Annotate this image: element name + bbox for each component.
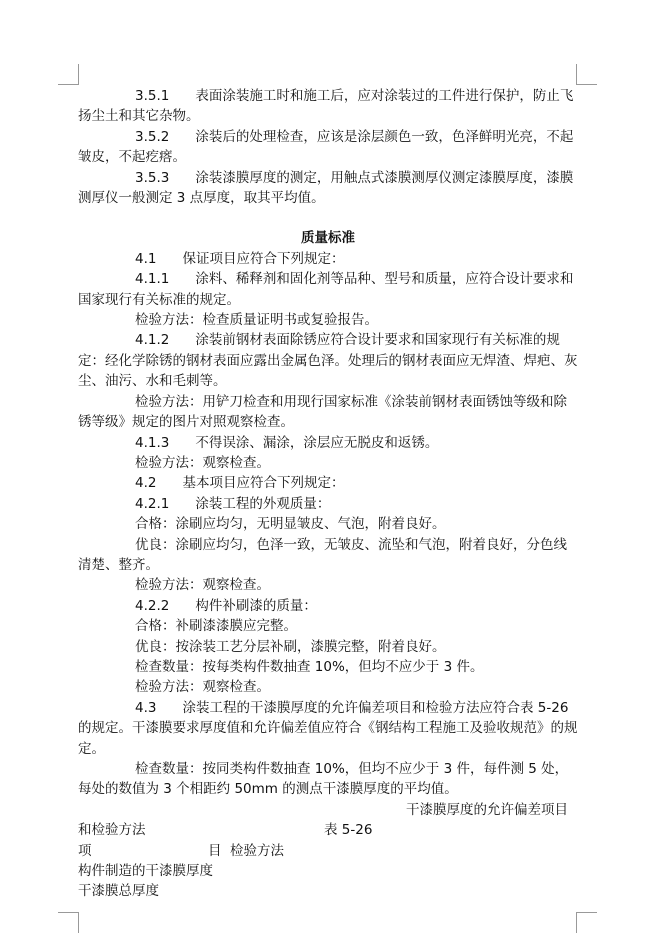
clause-text: 表面涂装施工时和施工后，应对涂装过的工件进行保护，防止飞扬尘土和其它杂物。: [78, 88, 574, 125]
table-number: 表 5-26: [324, 822, 373, 839]
table-caption-line: [78, 820, 578, 840]
clause-text: 构件补刷漆的质量：: [195, 597, 317, 614]
clause-number: 4.1: [135, 250, 157, 267]
clause-number: 4.1.1: [135, 271, 170, 288]
clause-text: 涂装工程的干漆膜厚度的允许偏差项目和检验方法应符合表 5-26 的规定。干漆膜要求厚度值和允许偏差值应符合《钢结构工程施工及验收规范》的规定。: [78, 699, 578, 757]
clause-number: 3.5.3: [135, 169, 170, 186]
qualified-4-2-2: 合格：补刷漆漆膜应完整。: [135, 618, 297, 635]
clause-text: 不得误涂、漏涂，涂层应无脱皮和返锈。: [195, 434, 439, 451]
paragraph-4-1-3: [78, 433, 578, 453]
excellent-4-2-2: 优良：按涂装工艺分层补刷，漆膜完整，附着良好。: [135, 638, 446, 655]
clause-number: 4.2.2: [135, 597, 170, 614]
crop-mark-bottom-left: [58, 912, 79, 933]
paragraph-3-5-1: [78, 86, 578, 127]
clause-text: 涂料、稀释剂和固化剂等品种、型号和质量，应符合设计要求和国家现行有关标准的规定。: [78, 271, 574, 308]
clause-text: 保证项目应符合下列规定：: [182, 250, 345, 267]
crop-mark-bottom-right: [576, 912, 597, 933]
quantity-4-3: 检查数量：按同类构件数抽查 10%，但均不应少于 3 件，每件测 5 处，每处的数值为 3 个相距约 50mm 的测点干漆膜厚度的平均值。: [78, 761, 569, 798]
table-caption-cont: 和检验方法: [78, 822, 146, 839]
paragraph-4-1-1: [78, 269, 578, 310]
table-header: [78, 841, 578, 861]
header-method: 检验方法: [230, 842, 284, 859]
qualified-4-2-1: 合格：涂刷应均匀，无明显皱皮、气泡，附着良好。: [135, 516, 446, 533]
paragraph-4-2-1: [78, 494, 578, 514]
clause-number: 4.2: [135, 475, 157, 492]
paragraph-4-2-2: [78, 596, 578, 616]
paragraph-4-2: [78, 473, 578, 493]
clause-number: 4.3: [135, 699, 157, 716]
paragraph-4-1: [78, 249, 578, 269]
clause-text: 涂装后的处理检查，应该是涂层颜色一致，色泽鲜明光亮，不起皱皮，不起疙瘩。: [78, 128, 574, 166]
crop-mark-top-left: [58, 64, 79, 85]
clause-number: 3.5.1: [135, 88, 170, 104]
row-item: 构件制造的干漆膜厚度: [78, 863, 213, 879]
table-caption: 干漆膜厚度的允许偏差项目: [406, 801, 568, 818]
table-row: [78, 881, 578, 901]
clause-text: 基本项目应符合下列规定：: [182, 475, 345, 492]
method-4-2-2: 检验方法：观察检查。: [135, 679, 270, 696]
paragraph-4-3: [78, 698, 578, 759]
table-row: [78, 861, 578, 881]
clause-number: 3.5.2: [135, 128, 170, 145]
section-heading: 质量标准: [301, 230, 355, 247]
paragraph-3-5-3: [78, 168, 578, 209]
row-item: 干漆膜总厚度: [78, 883, 159, 900]
excellent-4-2-1: 优良：涂刷应均匀，色泽一致，无皱皮、流坠和气泡，附着良好，分色线清楚、整齐。: [78, 536, 567, 573]
clause-number: 4.1.3: [135, 434, 170, 451]
paragraph-3-5-2: [78, 127, 578, 168]
method-4-1-2: 检验方法：用铲刀检查和用现行国家标准《涂装前钢材表面锈蚀等级和除锈等级》规定的图片对照观察检查。: [78, 393, 567, 431]
method-4-2-1: 检验方法：观察检查。: [135, 577, 270, 594]
method-4-1-3: 检验方法：观察检查。: [135, 454, 270, 471]
clause-text: 涂装漆膜厚度的测定，用触点式漆膜测厚仪测定漆膜厚度，漆膜测厚仪一般测定 3 点厚度，取其平均值。: [78, 169, 574, 207]
crop-mark-top-right: [576, 64, 597, 85]
header-item-b: 目: [208, 842, 222, 859]
paragraph-4-1-2: [78, 330, 578, 391]
document-body: [78, 86, 578, 902]
method-4-1-1: 检验方法：检查质量证明书或复验报告。: [135, 312, 378, 329]
quantity-4-2-2: 检查数量：按每类构件数抽查 10%，但均不应少于 3 件。: [135, 658, 484, 675]
clause-text: 涂装前钢材表面除锈应符合设计要求和国家现行有关标准的规定：经化学除锈的钢材表面应露出金属色泽。处理后的钢材表面应无焊渣、焊疤、灰尘、油污、水和毛刺等。: [78, 332, 578, 390]
header-item-a: 项: [78, 842, 92, 859]
clause-number: 4.2.1: [135, 495, 170, 512]
clause-text: 涂装工程的外观质量：: [195, 495, 331, 512]
clause-number: 4.1.2: [135, 332, 170, 349]
